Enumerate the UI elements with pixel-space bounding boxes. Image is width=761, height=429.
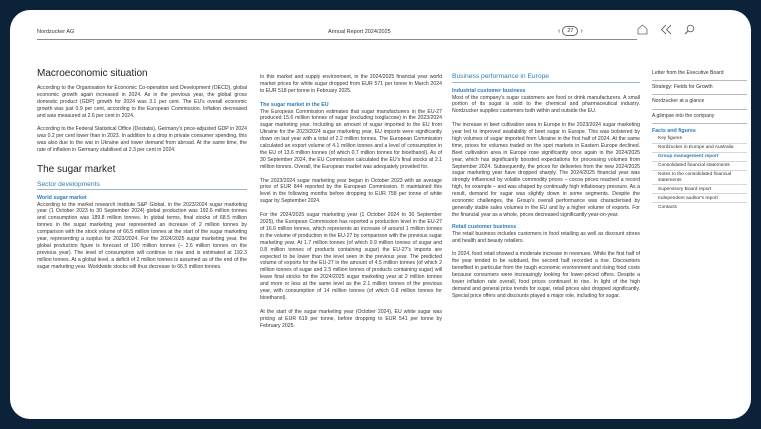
subsection-divider	[37, 189, 247, 190]
back-icon[interactable]	[660, 24, 672, 35]
nav-label: Strategy: Fields for Growth	[652, 84, 713, 91]
company-name: Nordzucker AG	[37, 29, 75, 35]
header-icons	[637, 24, 695, 35]
home-icon[interactable]	[637, 24, 648, 35]
nav-sub-supervisory[interactable]: Supervisory Board report	[652, 185, 747, 194]
paragraph: The increase in beet cultivation area in Europe in the 2023/2024 sugar marketing year led to improved availability of beet sugar in Europe. This was bolstered by high volumes of sugar imported from Ukraine in the first half of 2024. At the same time, prices for volumes traded on the spot markets in Eastern Europe declined. Beet cultivation area in Europe rose significantly once again in the 2024/2025 year, which has significantly boosted expectations for processing volumes from September 2024. Subsequently, the prices for deliveries from the new 2024/2025 sugar marketing year have dropped sharply. The 2024/2025 financial year was strongly influenced by volatile commodity prices – cocoa prices reached a record high, for example – and was shaped by continually high inflationary pressure. As a result, demand for sugar was slightly down in some segments. Despite the economic challenges, the Group's overall performance was characterised by generally stable sales volumes in the EU and by a higher volume of exports. For the financial year as a whole, prices decreased significantly year-on-year.	[452, 122, 640, 218]
nav-sub-contacts[interactable]: Contacts	[658, 204, 677, 210]
page-navigator	[558, 26, 583, 36]
subheading-industrial: Industrial customer business	[452, 87, 526, 94]
nav-sub-management-report[interactable]: Group management report	[652, 153, 747, 162]
column-right	[452, 73, 640, 300]
paragraph: According to the Federal Statistical Office (Destatis), Germany's price-adjusted GDP in 2024 was 0.2 per cent lower than in 2023. In addition to a drop in private consumer spending, this was also due to the war in Ukraine and lower demand from abroad. At the same time, the rate of inflation in Germany stabilised at 2.3 per cent in 2024.	[37, 126, 247, 154]
report-page	[10, 10, 751, 419]
nav-sub-key-figures[interactable]: Key figures	[652, 135, 747, 144]
nav-item-strategy[interactable]	[652, 81, 747, 95]
nav-sub-consolidated[interactable]: Consolidated financial statements	[652, 162, 747, 171]
header-divider	[37, 39, 637, 40]
paragraph: In 2024, food retail showed a moderate increase in revenues. While the first half of the year tended to be subdued, the second half recorded a rise. Discounters benefited in particular from the tough economic environment and rising food costs because consumers were increasingly looking for lower-priced offers. Despite a lower inflation rate overall, food prices continued to rise. In light of the high demand and general price trends for sugar, retail prices also dropped significantly. Special price offers and discounts played a major role, including for sugar.	[452, 251, 640, 299]
search-icon[interactable]	[684, 24, 695, 35]
nav-label: A glimpse into the company	[652, 112, 715, 119]
page-header	[10, 10, 751, 46]
paragraph: The European Commission estimates that sugar manufacturers in the EU-27 produced 15.6 million tonnes of sugar (excluding isoglucose) in the 2023/2024 sugar marketing year. Including an amount of sugar imported to the EU from Ukraine for the 2023/2024 sugar marketing year, EU imports were significantly down on last year with a total of 2.2 million tonnes. The European Commission calculated an export volume of 4.1 million tonnes and a level of consumption in the EU of 13.6 million tonnes (of which 0.7 million tonnes for bioethanol). As of 30 September 2024, the EU Commission calculated the EU's final stocks at 2.1 million tonnes. Overall, the European market was adequately provided for.	[260, 108, 442, 170]
subsection-divider	[452, 82, 640, 83]
report-navigation	[652, 70, 747, 211]
subsection-title-business: Business performance in Europe	[452, 73, 550, 80]
page-number: 27	[562, 26, 578, 36]
nav-sub-notes[interactable]: Notes to the consolidated financial statements	[652, 171, 747, 185]
nav-item-glimpse[interactable]	[652, 110, 747, 124]
paragraph: In this market and supply environment, in the 2024/2025 financial year world market prices for white sugar dropped from EUR 571 per tonne in March 2024 to EUR 518 per tonne in February 2025.	[260, 74, 442, 94]
paragraph: For the 2024/2025 sugar marketing year (1 October 2024 to 30 September 2025), the European Commission has reported a production level in the EU-27 of 16.6 million tonnes, which represents an increase of around 1 million tonnes in the volume of production in the EU-27 by comparison with the previous sugar marketing year. At 1.7 million tonnes (of which 0.9 million tonnes of sugar and 0.8 million tonnes of products containing sugar) the EU-27's imports are expected to be lower than the level seen in the previous year. The predicted volume of exports for the EU-27 in the amount of 4.5 million tonnes (of which 2 million tonnes of sugar and 2.5 million tonnes of products containing sugar) will leave final stocks for the 2024/2025 sugar marketing year at 2 million tonnes and more or less at the same level as the 2.1 million tonnes of the previous year, with consumption of 14 million tonnes (of which 0.8 million tonnes for bioethanol).	[260, 212, 442, 301]
subheading-eu-market: The sugar market in the EU	[260, 101, 329, 108]
paragraph: The retail business includes customers in food retailing as well as discount stores and health and beauty retailers.	[452, 230, 640, 244]
paragraph: The 2023/2024 sugar marketing year began in October 2023 with an average price of EUR 844 reported by the European Commission. It maintained this level in the following months before dropping to EUR 758 per tonne of white sugar by September 2024.	[260, 177, 442, 205]
paragraph: According to the market research institute S&P Global, in the 2023/2024 sugar marketing year (1 October 2023 to 30 September 2024) global production was 192.6 million tonnes and consumption was 189.8 million tonnes. In global terms, final stocks of 68.5 million tonnes in the sugar marketing year represented an increase of 2 million tonnes by comparison with the stock volume of 66.5 million tonnes at the start of the sugar marketing year, representing a surplus for 2023/2024. For the 2024/2025 sugar marketing year, the global production figure is forecast of 190 million tonnes (– 2.6 million tonnes on the previous year). The level of consumption will continue to rise and is estimated at 192.3 million tonnes. At a global level, a deficit of 2 million tonnes is assumed as of the end of the sugar marketing year. Worldwide stocks will thus decrease to 66.5 million tonnes.	[37, 201, 247, 270]
nav-section-facts[interactable]: Facts and figures	[652, 127, 696, 134]
subsection-title-sector: Sector developments	[37, 181, 100, 189]
paragraph: Most of the company's sugar customers are food or drink manufacturers. A small portion of its sugar is sold to the chemical and pharmaceutical industry. Nordzucker supplies customers both within and outside the EU.	[452, 94, 640, 115]
section-title-sugar-market: The sugar market	[37, 164, 116, 176]
section-title-macroeconomic: Macroeconomic situation	[37, 68, 148, 79]
subheading-retail: Retail customer business	[452, 223, 517, 230]
nav-item-at-a-glance[interactable]	[652, 95, 747, 109]
nav-label: Nordzucker at a glance	[652, 98, 705, 105]
previous-page-icon[interactable]: ‹	[558, 27, 561, 35]
nav-sub-europe-australia[interactable]: Nordzucker in Europe and Australia	[652, 144, 747, 153]
paragraph: According to the Organisation for Economic Co-operation and Development (OECD), global economic growth again increased in 2024. As in the previous year, the global gross domestic product (GDP) growth for 2024 was 3.1 per cent. The EU's overall economic growth was just 0.9 per cent, according to the European Commission. Inflation decreased and was measured at 2.6 per cent in 2024.	[37, 85, 247, 119]
report-title: Annual Report 2024/2025	[328, 29, 391, 35]
nav-sub-auditor[interactable]: Independent auditor's report	[652, 194, 747, 203]
nav-item-letter[interactable]	[652, 70, 747, 81]
paragraph: At the start of the sugar marketing year (October 2024), EU white sugar was pricing at EUR 619 per tonne, before dropping to EUR 541 per tonne by February 2025.	[260, 308, 442, 329]
subheading-world-market: World sugar market	[37, 194, 87, 201]
column-left	[37, 68, 247, 271]
next-page-icon[interactable]: ›	[580, 27, 583, 35]
nav-label: Letter from the Executive Board	[652, 70, 724, 76]
column-middle	[260, 74, 442, 329]
